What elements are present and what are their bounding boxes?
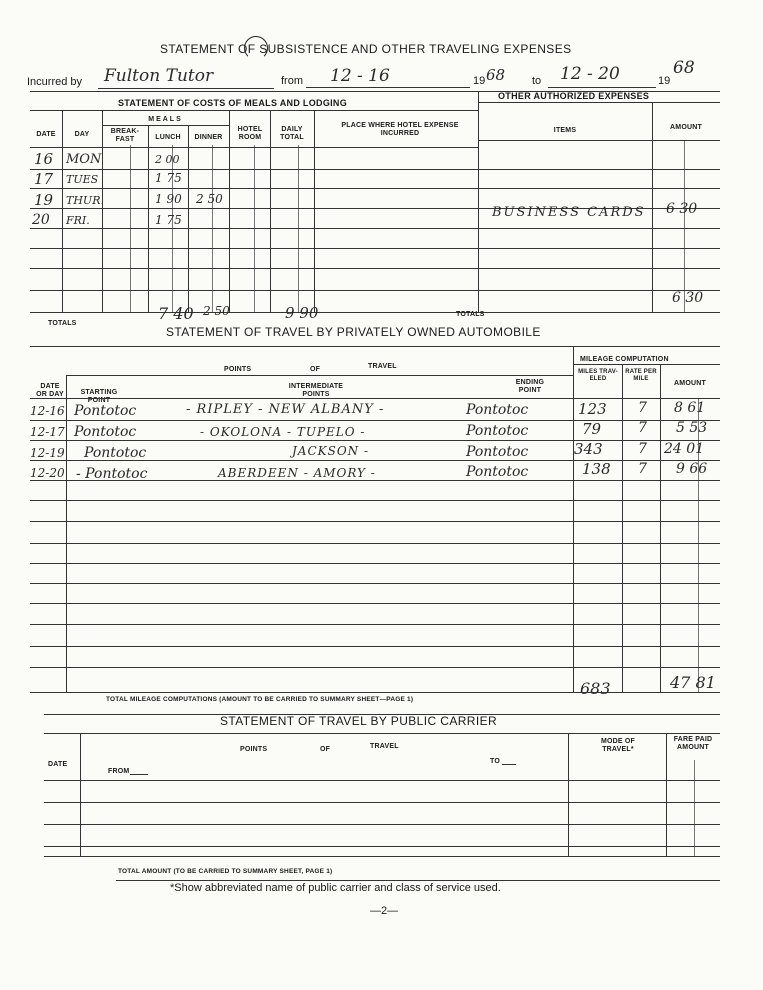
total-dinner[interactable]: 2 50 (203, 304, 230, 318)
total-mileage-amount[interactable]: 47 81 (670, 673, 716, 692)
auto-row-1-intermediate[interactable]: - RIPLEY - NEW ALBANY - (186, 402, 385, 417)
auto-row-4-rate[interactable]: 7 (638, 461, 647, 477)
incurred-by-value[interactable]: Fulton Tutor (104, 66, 214, 86)
meal-row-3-date[interactable]: 19 (34, 191, 54, 209)
meals-section-title: STATEMENT OF COSTS OF MEALS AND LODGING (118, 98, 348, 108)
incurred-by-label: Incurred by (27, 76, 83, 88)
auto-row-1-start[interactable]: Pontotoc (74, 403, 137, 419)
points-label: POINTS (224, 366, 252, 373)
from-year-value[interactable]: 68 (486, 66, 506, 84)
auto-row-3-end[interactable]: Pontotoc (466, 444, 529, 460)
auto-row-4-amount[interactable]: 9 66 (676, 461, 708, 477)
carrier-col-fare: FARE PAID AMOUNT (673, 736, 713, 751)
col-date: DATE (36, 131, 56, 138)
meal-row-4-date[interactable]: 20 (32, 212, 50, 228)
auto-col-miles: MILES TRAV-ELED (578, 369, 618, 382)
meals-totals-label: TOTALS (48, 320, 77, 327)
auto-section-title: STATEMENT OF TRAVEL BY PRIVATELY OWNED AUTOMOBILE (166, 325, 541, 339)
auto-col-intermediate: INTERMEDIATE POINTS (288, 383, 344, 398)
form-title: STATEMENT OF SUBSISTENCE AND OTHER TRAVELING EXPENSES (160, 42, 572, 56)
col-meals: MEALS (148, 116, 183, 123)
auto-row-2-end[interactable]: Pontotoc (466, 423, 529, 439)
total-mileage-label: TOTAL MILEAGE COMPUTATIONS (AMOUNT TO BE CARRIED TO SUMMARY SHEET—PAGE 1) (106, 696, 414, 703)
year-prefix-2: 19 (658, 75, 671, 87)
carrier-from-label: FROM (108, 768, 130, 775)
footer-note: *Show abbreviated name of public carrier and class of service used. (170, 882, 501, 894)
carrier-travel-label: TRAVEL (370, 743, 399, 750)
other-item-amount[interactable]: 6 30 (666, 201, 698, 217)
auto-row-4-end[interactable]: Pontotoc (466, 464, 529, 480)
auto-row-2-rate[interactable]: 7 (638, 420, 647, 436)
to-date-value[interactable]: 12 - 20 (560, 64, 620, 84)
col-lunch: LUNCH (155, 134, 181, 141)
carrier-of-label: OF (320, 746, 331, 753)
to-label: to (532, 75, 542, 87)
auto-row-4-miles[interactable]: 138 (582, 460, 611, 478)
meal-row-3-lunch[interactable]: 1 90 (155, 192, 182, 206)
auto-row-1-rate[interactable]: 7 (638, 400, 647, 416)
meal-row-3-dinner[interactable]: 2 50 (196, 192, 223, 206)
auto-row-2-miles[interactable]: 79 (582, 420, 602, 438)
meal-row-4-lunch[interactable]: 1 75 (155, 213, 182, 227)
auto-col-date: DATE OR DAY (36, 383, 64, 398)
auto-row-4-intermediate[interactable]: ABERDEEN - AMORY - (218, 466, 376, 480)
meal-row-4-day[interactable]: FRI. (66, 214, 90, 227)
to-year-value[interactable]: 68 (673, 58, 695, 78)
auto-row-3-rate[interactable]: 7 (638, 441, 647, 457)
auto-row-4-start[interactable]: - Pontotoc (76, 466, 148, 482)
col-breakfast: BREAK-FAST (110, 128, 140, 143)
total-daily[interactable]: 9 90 (285, 304, 319, 322)
year-prefix-1: 19 (473, 75, 486, 87)
auto-row-3-start[interactable]: Pontotoc (84, 445, 147, 461)
meal-row-2-day[interactable]: TUES (66, 173, 99, 186)
auto-row-2-amount[interactable]: 5 53 (676, 420, 708, 436)
auto-row-1-miles[interactable]: 123 (578, 400, 607, 418)
auto-row-3-intermediate[interactable]: JACKSON - (292, 444, 370, 458)
from-label: from (281, 75, 303, 87)
total-other-expenses[interactable]: 6 30 (672, 290, 704, 306)
total-lunch[interactable]: 7 40 (158, 304, 194, 323)
auto-row-4-date[interactable]: 12-20 (30, 466, 65, 480)
col-daily: DAILY TOTAL (280, 126, 304, 141)
travel-label: TRAVEL (368, 363, 397, 370)
meal-row-3-day[interactable]: THUR. (66, 194, 104, 207)
auto-row-3-date[interactable]: 12-19 (30, 446, 65, 460)
auto-row-2-start[interactable]: Pontotoc (74, 424, 137, 440)
auto-row-1-end[interactable]: Pontotoc (466, 402, 529, 418)
meal-row-1-day[interactable]: MON (66, 152, 102, 167)
other-totals-label: TOTALS (456, 311, 485, 318)
col-items: ITEMS (553, 127, 577, 134)
auto-row-2-intermediate[interactable]: - OKOLONA - TUPELO - (200, 425, 366, 439)
auto-row-3-amount[interactable]: 24 01 (664, 441, 705, 457)
carrier-total-label: TOTAL AMOUNT (TO BE CARRIED TO SUMMARY SHEET, PAGE 1) (118, 868, 333, 875)
col-day: DAY (74, 131, 90, 138)
carrier-points-label: POINTS (240, 746, 268, 753)
meal-row-1-lunch[interactable]: 2 00 (155, 153, 180, 166)
auto-row-1-date[interactable]: 12-16 (30, 404, 65, 418)
auto-row-3-miles[interactable]: 343 (574, 440, 603, 458)
mileage-computation-header: MILEAGE COMPUTATION (580, 356, 669, 363)
total-miles[interactable]: 683 (580, 679, 611, 698)
other-expenses-title: OTHER AUTHORIZED EXPENSES (498, 91, 650, 101)
from-date-value[interactable]: 12 - 16 (330, 66, 390, 86)
auto-col-rate: RATE PER MILE (625, 369, 657, 382)
of-label: OF (310, 366, 321, 373)
auto-col-starting: STARTING POINT (80, 389, 118, 404)
auto-col-amount: AMOUNT (674, 380, 706, 387)
carrier-to-label: TO (490, 758, 500, 765)
auto-col-ending: ENDING POINT (515, 379, 545, 394)
col-amount: AMOUNT (670, 124, 702, 131)
col-place: PLACE WHERE HOTEL EXPENSE INCURRED (341, 122, 459, 137)
meal-row-2-date[interactable]: 17 (34, 170, 54, 188)
meal-row-1-date[interactable]: 16 (34, 150, 54, 168)
auto-row-1-amount[interactable]: 8 61 (674, 400, 706, 416)
meal-row-2-lunch[interactable]: 1 75 (155, 171, 182, 185)
carrier-section-title: STATEMENT OF TRAVEL BY PUBLIC CARRIER (220, 714, 498, 728)
col-hotel: HOTEL ROOM (237, 126, 263, 141)
carrier-col-date: DATE (48, 761, 68, 768)
page-number: —2— (370, 905, 399, 917)
other-item-business-cards[interactable]: BUSINESS CARDS (492, 205, 646, 220)
col-dinner: DINNER (194, 134, 223, 141)
carrier-col-mode: MODE OF TRAVEL* (600, 738, 636, 753)
punch-hole-mark (244, 36, 268, 60)
auto-row-2-date[interactable]: 12-17 (30, 425, 65, 439)
